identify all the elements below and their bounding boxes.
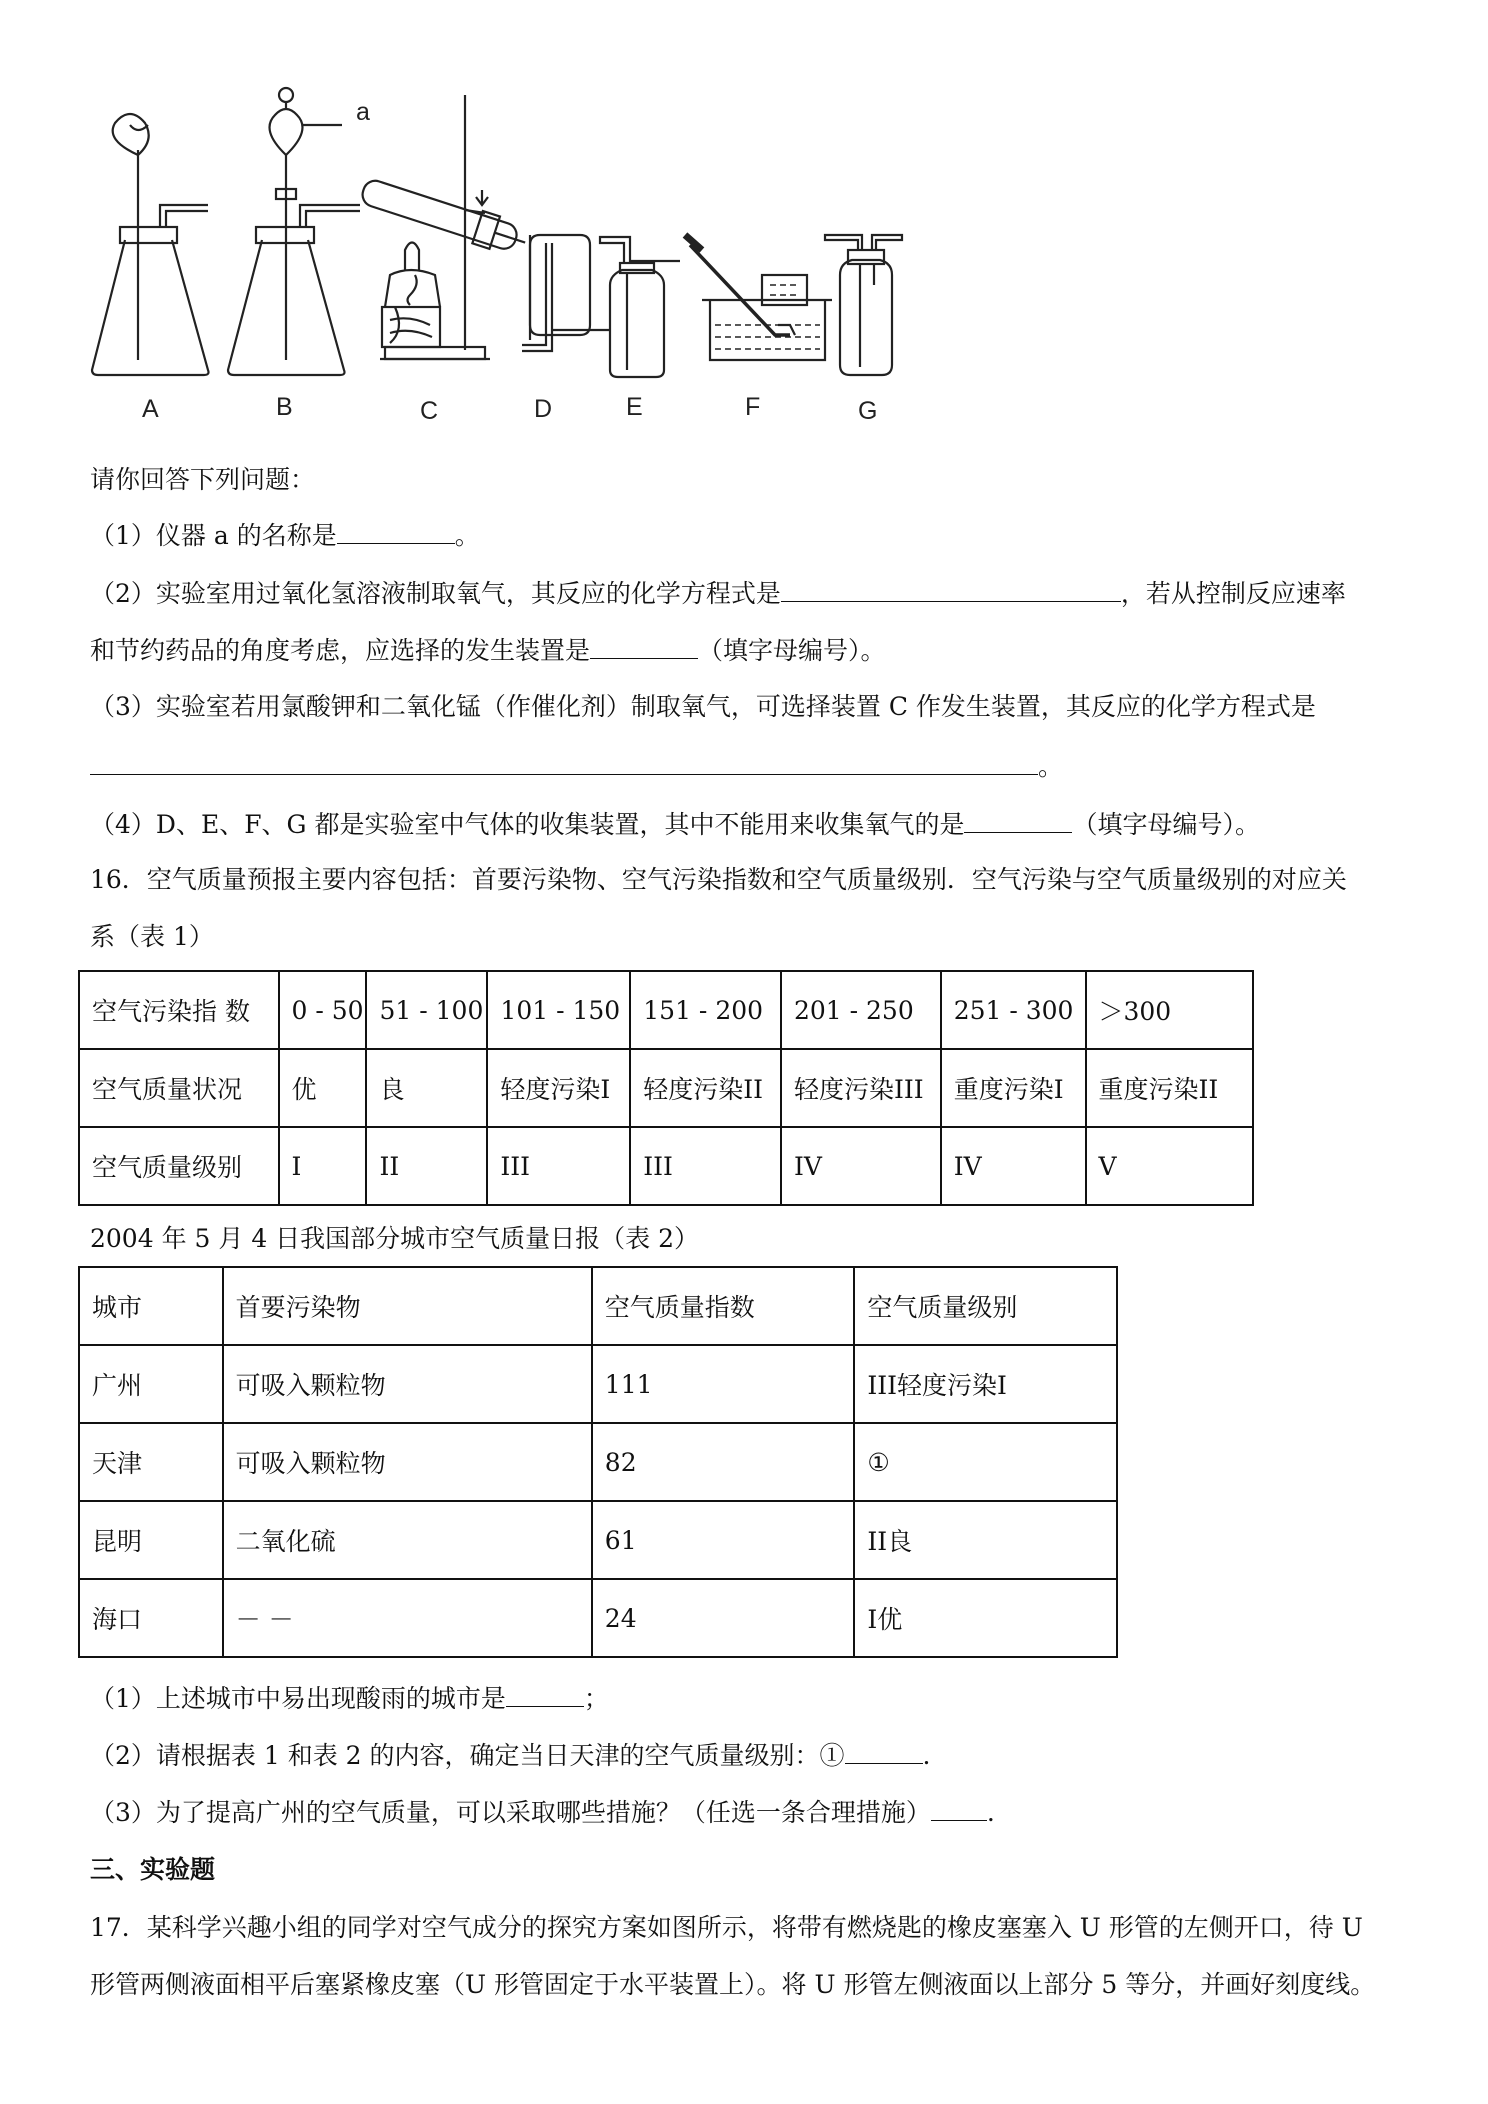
table-row: 城市 首要污染物 空气质量指数 空气质量级别 xyxy=(79,1267,1117,1345)
q15-3-cont: 。 xyxy=(90,748,1063,784)
section-heading: 三、实验题 xyxy=(90,1855,216,1884)
apparatus-g xyxy=(825,235,902,375)
q16-intro: 16．空气质量预报主要内容包括：首要污染物、空气污染指数和空气质量级别．空气污染与空气质量级别的对应关 xyxy=(90,865,1347,894)
apparatus-f xyxy=(685,235,832,360)
table-row: 空气污染指 数 0 - 50 51 - 100 101 - 150 151 - 200 201 - 250 251 - 300 ＞300 xyxy=(79,971,1253,1049)
label-d: D xyxy=(534,395,553,423)
q15-3: （3）实验室若用氯酸钾和二氧化锰（作催化剂）制取氧气，可选择装置 C 作发生装置，其反应的化学方程式是 xyxy=(90,692,1316,721)
answer-blank[interactable] xyxy=(845,1737,923,1764)
table-row: 空气质量级别 I II III III IV IV V xyxy=(79,1127,1253,1205)
q15-2: （2）实验室用过氧化氢溶液制取氧气，其反应的化学方程式是 ，若从控制反应速率 xyxy=(90,575,1346,611)
table-row: 海口 － － 24 I优 xyxy=(79,1579,1117,1657)
answer-blank[interactable] xyxy=(931,1794,987,1821)
q16-1: （1）上述城市中易出现酸雨的城市是 ； xyxy=(90,1680,609,1716)
answer-blank[interactable] xyxy=(781,575,1121,602)
apparatus-e xyxy=(600,237,680,377)
q15-1: （1）仪器 a 的名称是 。 xyxy=(90,517,480,553)
label-a: A xyxy=(142,395,159,423)
q15-4: （4）D、E、F、G 都是实验室中气体的收集装置，其中不能用来收集氧气的是 （填字母编号）。 xyxy=(90,806,1260,842)
q16-intro-cont: 系（表 1） xyxy=(90,922,214,951)
label-b: B xyxy=(276,393,293,421)
answer-blank[interactable] xyxy=(506,1680,584,1707)
apparatus-a xyxy=(92,114,209,375)
q17-line-2: 形管两侧液面相平后塞紧橡皮塞（U 形管固定于水平装置上）。将 U 形管左侧液面以上部分 5 等分，并画好刻度线。 xyxy=(90,1970,1376,1999)
label-e: E xyxy=(626,393,643,421)
q17-line-1: 17．某科学兴趣小组的同学对空气成分的探究方案如图所示，将带有燃烧匙的橡皮塞塞入 U 形管的左侧开口，待 U xyxy=(90,1913,1363,1942)
apparatus-d xyxy=(522,235,610,351)
table-2-caption: 2004 年 5 月 4 日我国部分城市空气质量日报（表 2） xyxy=(90,1224,700,1253)
answer-blank[interactable] xyxy=(964,806,1072,833)
q16-2: （2）请根据表 1 和表 2 的内容，确定当日天津的空气质量级别：① . xyxy=(90,1737,930,1773)
label-f: F xyxy=(745,393,761,421)
table-row: 空气质量状况 优 良 轻度污染I 轻度污染II 轻度污染III 重度污染I 重度污染II xyxy=(79,1049,1253,1127)
table-row: 天津 可吸入颗粒物 82 ① xyxy=(79,1423,1117,1501)
label-g: G xyxy=(858,397,878,425)
answer-blank[interactable] xyxy=(590,632,698,659)
table-1 xyxy=(78,970,1254,1206)
answer-blank[interactable] xyxy=(337,517,455,544)
table-row: 广州 可吸入颗粒物 111 III轻度污染I xyxy=(79,1345,1117,1423)
pointer-label: a xyxy=(356,98,370,126)
answer-blank[interactable] xyxy=(90,748,1038,775)
apparatus-c xyxy=(358,95,530,359)
table-row: 昆明 二氧化硫 61 II良 xyxy=(79,1501,1117,1579)
table-2 xyxy=(78,1266,1118,1658)
q16-3: （3）为了提高广州的空气质量，可以采取哪些措施？（任选一条合理措施） . xyxy=(90,1794,995,1830)
apparatus-b xyxy=(228,88,360,375)
apparatus-figure xyxy=(90,85,1120,430)
label-c: C xyxy=(420,397,439,425)
q15-2-cont: 和节约药品的角度考虑，应选择的发生装置是 （填字母编号）。 xyxy=(90,632,886,668)
prompt-line: 请你回答下列问题： xyxy=(90,465,316,494)
